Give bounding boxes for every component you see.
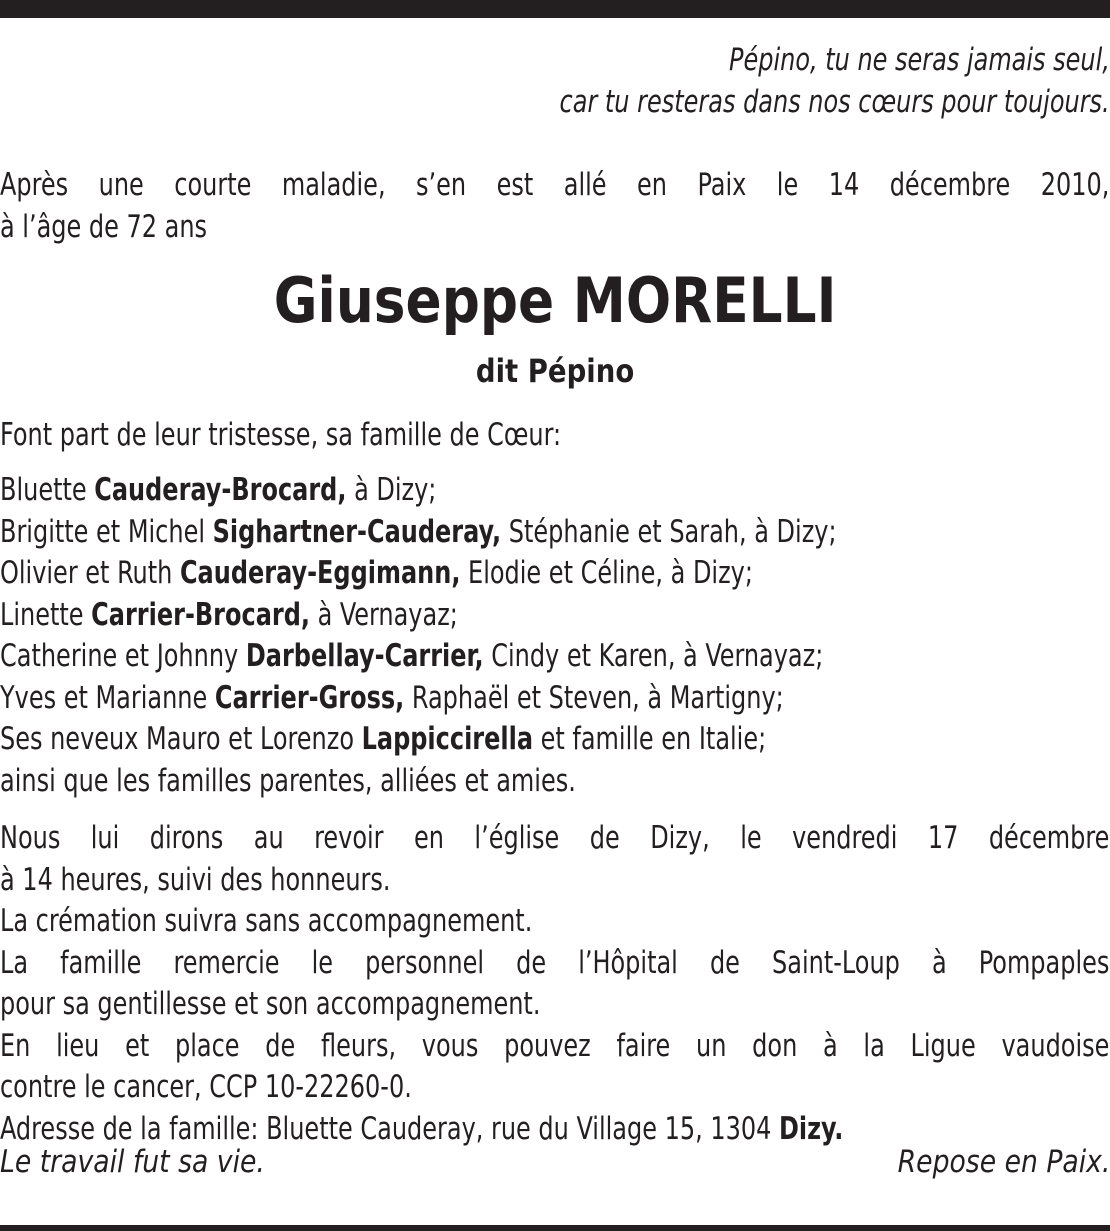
family-entry: Catherine et Johnny Darbellay-Carrier, Cindy et Karen, à Vernayaz; — [0, 638, 824, 674]
address-line: Adresse de la famille: Bluette Cauderay, rue du Village 15, 1304 Dizy. — [0, 1110, 844, 1147]
deceased-nickname: dit Pépino — [475, 352, 635, 390]
family-entry: Yves et Marianne Carrier-Gross, Raphaël et Steven, à Martigny; — [0, 679, 784, 716]
ceremony-line: pour sa gentillesse et son accompagnement. — [0, 986, 541, 1022]
family-entry: Ses neveux Mauro et Lorenzo Lappiccirella et famille en Italie; — [0, 721, 767, 757]
ceremony-line: à 14 heures, suivi des honneurs. — [0, 861, 391, 898]
deceased-name: Giuseppe MORELLI — [273, 264, 837, 337]
ceremony-line: Nous lui dirons au revoir en l’église de Dizy, le vendredi 17 décembre — [0, 820, 1110, 856]
family-entry: Brigitte et Michel Sighartner-Cauderay, Stéphanie et Sarah, à Dizy; — [0, 513, 837, 550]
intro-line: Après une courte maladie, s’en est allé en Paix le 14 décembre 2010, — [0, 167, 1110, 203]
top-rule — [0, 0, 1110, 18]
ceremony-line: La famille remercie le personnel de l’Hôpital de Saint-Loup à Pompaples — [0, 944, 1110, 981]
closing-right: Repose en Paix. — [897, 1144, 1110, 1180]
epigraph-line: Pépino, tu ne seras jamais seul, — [729, 42, 1110, 78]
ceremony-line: contre le cancer, CCP 10-22260-0. — [0, 1069, 412, 1105]
family-entry: ainsi que les familles parentes, alliées et amies. — [0, 762, 576, 799]
family-entry: Olivier et Ruth Cauderay-Eggimann, Elodie et Céline, à Dizy; — [0, 555, 753, 591]
epigraph — [0, 40, 1110, 123]
ceremony-line: La crémation suivra sans accompagnement. — [0, 903, 533, 939]
family-entry: Bluette Cauderay-Brocard, à Dizy; — [0, 472, 437, 508]
family-list — [0, 470, 1110, 802]
announcement: Font part de leur tristesse, sa famille de Cœur: — [0, 417, 562, 453]
family-entry: Linette Carrier-Brocard, à Vernayaz; — [0, 596, 458, 633]
intro-line: à l’âge de 72 ans — [0, 208, 208, 245]
ceremony-paragraph — [0, 818, 1110, 1150]
ceremony-line: En lieu et place de fleurs, vous pouvez faire un don à la Ligue vaudoise — [0, 1027, 1110, 1064]
closing-lines — [0, 1141, 1110, 1183]
bottom-rule — [0, 1225, 1110, 1231]
closing-left: Le travail fut sa vie. — [0, 1144, 265, 1180]
epigraph-line: car tu resteras dans nos cœurs pour toujours. — [559, 83, 1110, 120]
intro-paragraph — [0, 165, 1110, 248]
